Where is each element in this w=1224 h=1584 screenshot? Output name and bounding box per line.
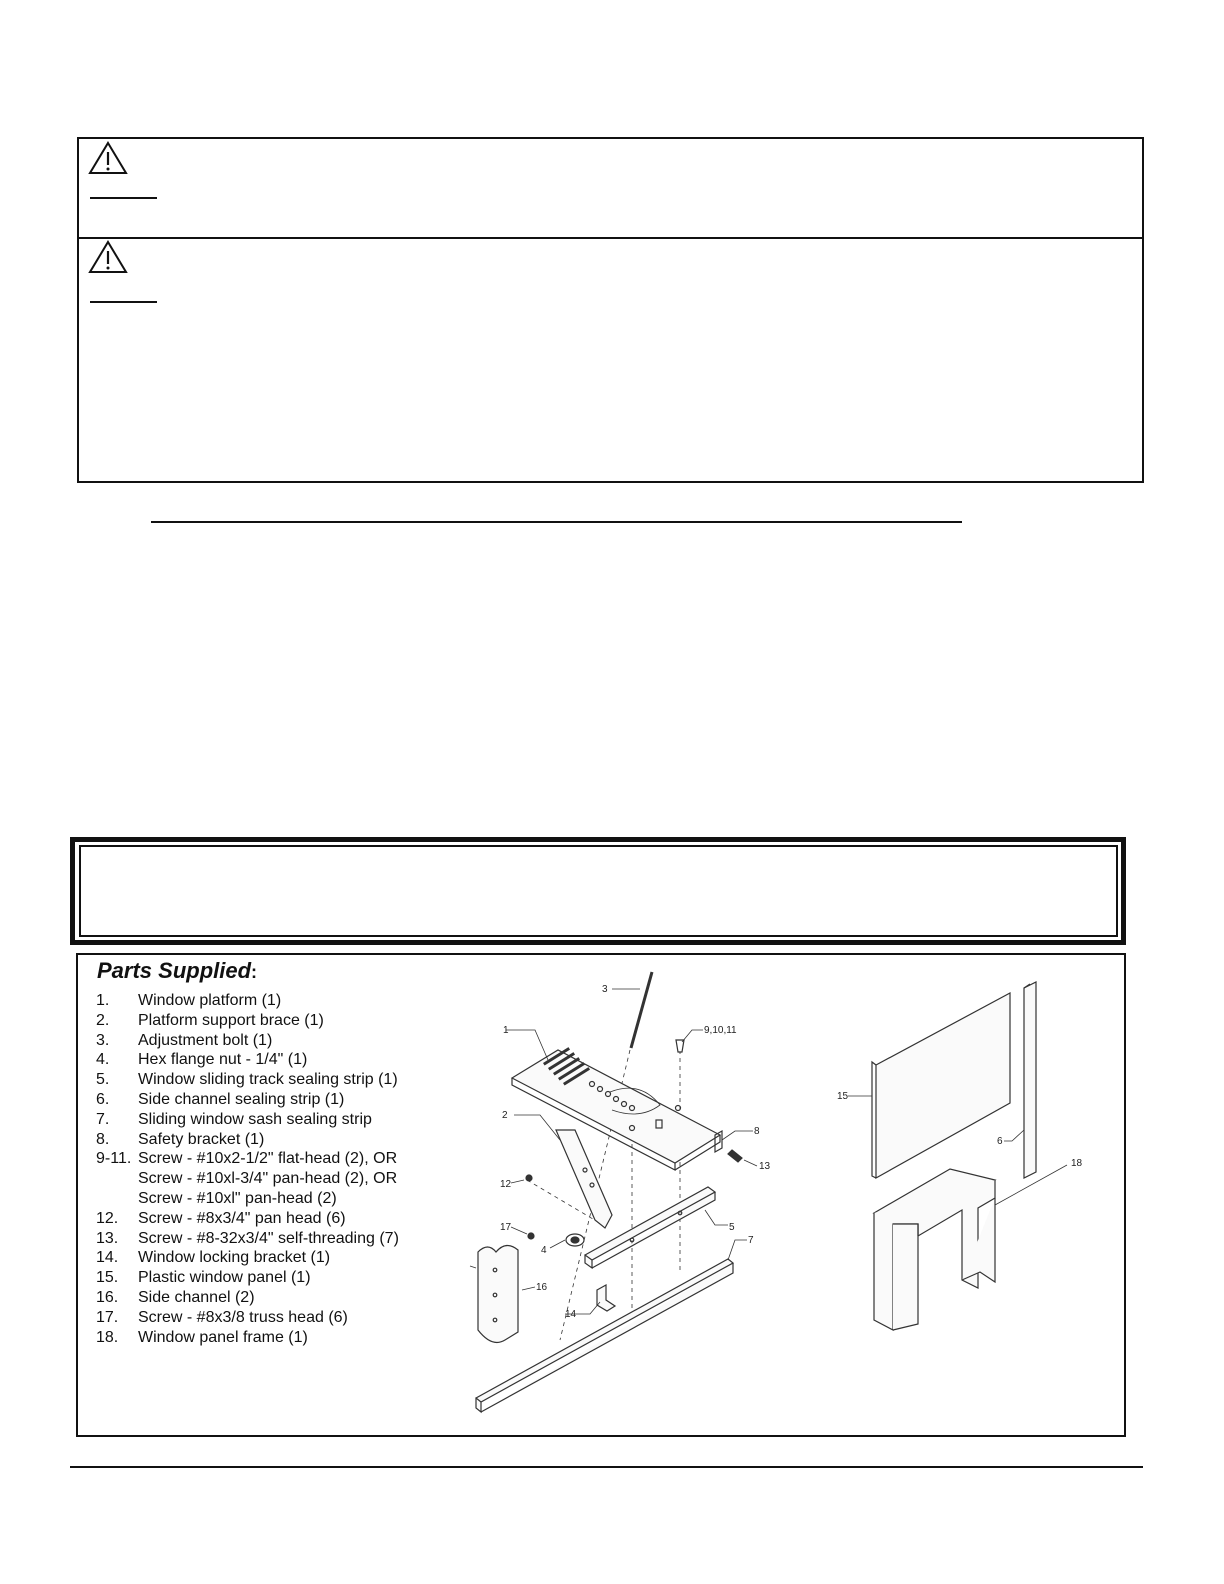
part-label: Window locking bracket (1) xyxy=(138,1249,331,1267)
callout-7: 7 xyxy=(748,1235,754,1246)
list-item xyxy=(96,1229,399,1249)
screw-9-10-11 xyxy=(676,1040,684,1052)
exploded-parts-diagram xyxy=(440,960,1120,1430)
callout-12: 12 xyxy=(500,1179,512,1190)
part-label: Screw - #10xl" pan-head (2) xyxy=(138,1189,337,1207)
callout-9-10-11: 9,10,11 xyxy=(704,1025,737,1036)
part-number: 16. xyxy=(96,1288,119,1306)
callout-3: 3 xyxy=(602,984,608,995)
part-label: Screw - #8x3/4" pan head (6) xyxy=(138,1209,346,1227)
list-item xyxy=(96,1130,399,1150)
part-label: Adjustment bolt (1) xyxy=(138,1031,273,1049)
part-number: 15. xyxy=(96,1269,119,1287)
warning-label-underline xyxy=(90,301,157,303)
part-number: 1. xyxy=(96,992,110,1009)
list-item xyxy=(96,1011,399,1031)
screw-17 xyxy=(528,1233,534,1239)
list-item xyxy=(96,1268,399,1288)
list-item xyxy=(96,1149,399,1169)
part-number: 4. xyxy=(96,1051,110,1069)
list-item xyxy=(96,1308,399,1328)
callout-8: 8 xyxy=(754,1126,760,1137)
list-item xyxy=(96,1169,399,1189)
part-label: Side channel sealing strip (1) xyxy=(138,1090,345,1108)
parts-supplied-title xyxy=(97,958,257,984)
part-label: Screw - #10x2-1/2" flat-head (2), OR xyxy=(138,1150,398,1168)
callout-13: 13 xyxy=(759,1161,771,1172)
part-label: Window sliding track sealing strip (1) xyxy=(138,1071,398,1089)
part-label: Screw - #8x3/8 truss head (6) xyxy=(138,1308,348,1326)
part-number: 12. xyxy=(96,1209,119,1227)
list-item xyxy=(96,1070,399,1090)
list-item xyxy=(96,1110,399,1130)
list-item xyxy=(96,1288,399,1308)
part-label: Screw - #10xl-3/4" pan-head (2), OR xyxy=(138,1170,398,1188)
callout-4: 4 xyxy=(541,1245,547,1256)
warning-box-1 xyxy=(77,137,1144,239)
warning-triangle-icon xyxy=(88,141,128,175)
plastic-window-panel xyxy=(876,993,1010,1178)
list-item xyxy=(96,1209,399,1229)
part-label: Hex flange nut - 1/4" (1) xyxy=(138,1051,308,1069)
callout-15: 15 xyxy=(837,1091,849,1102)
callout-2: 2 xyxy=(502,1110,508,1121)
part-label: Side channel (2) xyxy=(138,1288,255,1306)
callout-5: 5 xyxy=(729,1222,735,1233)
callout-6: 6 xyxy=(997,1136,1003,1147)
part-label: Screw - #8-32x3/4" self-threading (7) xyxy=(138,1229,399,1247)
parts-title-colon: : xyxy=(251,962,258,982)
warning-triangle-icon xyxy=(88,240,128,274)
part-number: 7. xyxy=(96,1110,110,1128)
callout-16: 16 xyxy=(536,1282,548,1293)
part-number: 2. xyxy=(96,1011,110,1029)
list-item xyxy=(96,1248,399,1268)
parts-title-text: Parts Supplied xyxy=(97,958,252,983)
part-label: Safety bracket (1) xyxy=(138,1130,265,1148)
list-item xyxy=(96,1031,399,1051)
part-number: 5. xyxy=(96,1071,110,1089)
callout-18: 18 xyxy=(1071,1158,1083,1169)
part-number: 8. xyxy=(96,1130,110,1148)
screw-13 xyxy=(728,1150,742,1162)
footer-rule xyxy=(70,1466,1143,1468)
part-label: Plastic window panel (1) xyxy=(138,1269,311,1287)
list-item xyxy=(96,1328,399,1348)
part-label: Window panel frame (1) xyxy=(138,1328,308,1346)
side-channel xyxy=(478,1245,518,1342)
warning-label-underline xyxy=(90,197,157,199)
list-item xyxy=(96,991,399,1011)
part-label: Sliding window sash sealing strip xyxy=(138,1110,372,1128)
part-number: 13. xyxy=(96,1229,119,1247)
adjustment-bolt xyxy=(631,972,652,1048)
part-number: 14. xyxy=(96,1249,119,1267)
warning-box-2 xyxy=(77,237,1144,483)
part-label: Platform support brace (1) xyxy=(138,1011,324,1029)
part-number: 6. xyxy=(96,1090,110,1108)
callout-14: 14 xyxy=(565,1309,577,1320)
side-channel-sealing-strip xyxy=(1024,982,1036,1178)
screw-12 xyxy=(526,1175,532,1181)
list-item xyxy=(96,1050,399,1070)
callout-17: 17 xyxy=(500,1222,512,1233)
window-platform xyxy=(512,1050,720,1163)
window-locking-bracket xyxy=(597,1285,615,1311)
list-item xyxy=(96,1090,399,1110)
part-number: 3. xyxy=(96,1031,110,1049)
notice-box-inner xyxy=(79,845,1118,937)
list-item xyxy=(96,1189,399,1209)
callout-1: 1 xyxy=(503,1025,509,1036)
section-heading-rule xyxy=(151,521,962,523)
part-number: 17. xyxy=(96,1308,119,1326)
part-number: 18. xyxy=(96,1328,119,1346)
part-label: Window platform (1) xyxy=(138,992,282,1009)
window-panel-frame xyxy=(874,1169,995,1330)
parts-list xyxy=(96,991,399,1347)
hex-flange-nut xyxy=(566,1234,584,1246)
part-number: 9-11. xyxy=(96,1150,132,1168)
